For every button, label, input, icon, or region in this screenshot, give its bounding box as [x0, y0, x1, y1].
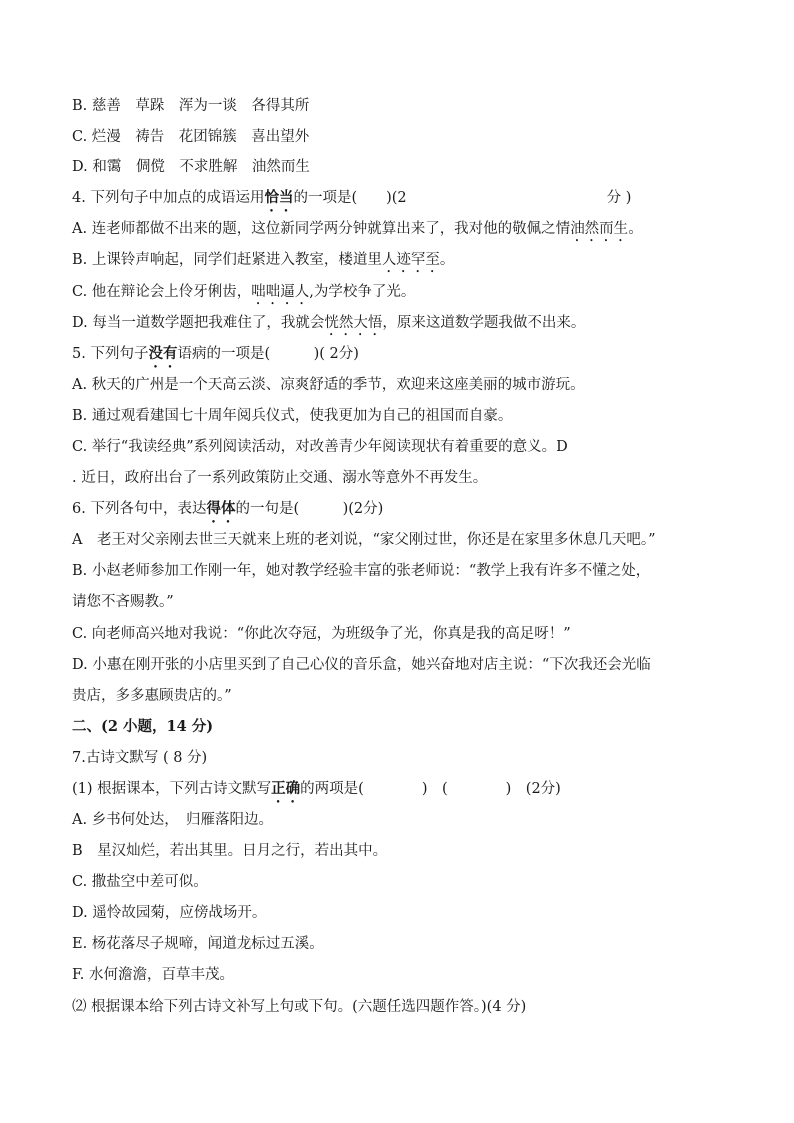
q7-option-b: B 星汉灿烂，若出其里。日月之行，若出其中。 — [72, 843, 388, 859]
q4-option-a: A. 连老师都做不出来的题，这位新同学两分钟就算出来了，我对他的敬佩之情油然而生。 — [72, 221, 643, 237]
q7-option-a: A. 乡书何处达， 归雁落阳边。 — [72, 812, 273, 828]
q7-part1-stem: (1) 根据课本，下列古诗文默写正确的两项是( ) ( ) (2分) — [72, 780, 561, 797]
q7-option-d: D. 遥怜故园菊，应傍战场开。 — [72, 905, 267, 921]
q4-option-b: B. 上课铃声响起，同学们赶紧进入教室，楼道里人迹罕至。 — [72, 252, 455, 268]
q4-option-d: D. 每当一道数学题把我难住了，我就会恍然大悟，原来这道数学题我做不出来。 — [72, 315, 586, 331]
q6-keyword: 得体 — [206, 500, 236, 517]
q7-option-e: E. 杨花落尽子规啼，闻道龙标过五溪。 — [72, 936, 324, 952]
q4-idiom-d: 恍然大悟 — [324, 315, 383, 331]
q4-option-c: C. 他在辩论会上伶牙俐齿，咄咄逼人,为学校争了光。 — [72, 284, 416, 300]
q7-title: 7.古诗文默写 ( 8 分) — [72, 750, 208, 766]
q4-idiom-b: 人迹罕至 — [381, 252, 440, 268]
q5-option-d: . 近日，政府出台了一系列政策防止交通、溺水等意外不再发生。 — [72, 470, 488, 486]
q7-option-f: F. 水何澹澹，百草丰茂。 — [72, 967, 235, 983]
q6-option-b-line1: B. 小赵老师参加工作刚一年，她对教学经验丰富的张老师说：“教学上我有许多不懂之处， — [72, 563, 651, 579]
q4-idiom-a: 油然而生 — [570, 221, 629, 237]
q6-option-b-line2: 请您不吝赐教。” — [72, 594, 174, 610]
q6-option-c: C. 向老师高兴地对我说：“你此次夺冠，为班级争了光，你真是我的高足呀！” — [72, 626, 571, 642]
q7-option-c: C. 撒盐空中差可似。 — [72, 874, 208, 890]
q5-option-b: B. 通过观看建国七十周年阅兵仪式，使我更加为自己的祖国而自豪。 — [72, 408, 513, 424]
q5-option-c: C. 举行“我读经典”系列阅读活动，对改善青少年阅读现状有着重要的意义。D — [72, 439, 568, 455]
q6-option-d-line2: 贵店，多多惠顾贵店的。” — [72, 688, 232, 704]
q4-stem: 4. 下列句子中加点的成语运用恰当的一项是( )(2 分 ) — [72, 189, 632, 206]
q7-keyword: 正确 — [271, 780, 301, 797]
q6-option-d-line1: D. 小惠在刚开张的小店里买到了自己心仪的音乐盒，她兴奋地对店主说：“下次我还会光临 — [72, 657, 651, 673]
q5-option-a: A. 秋天的广州是一个天高云淡、凉爽舒适的季节，欢迎来这座美丽的城市游玩。 — [72, 377, 585, 393]
q6-option-a: A 老王对父亲刚去世三天就来上班的老刘说，“家父刚过世，你还是在家里多休息几天吧。” — [72, 532, 656, 548]
q4-idiom-c: 咄咄逼人 — [251, 284, 310, 300]
q4-keyword: 恰当 — [264, 189, 294, 206]
q3-option-d: D. 和霭 倜傥 不求胜解 油然而生 — [72, 159, 310, 175]
section-two-heading: 二、(2 小题，14 分) — [72, 718, 214, 735]
q5-keyword: 没有 — [148, 345, 178, 362]
q5-stem: 5. 下列句子没有语病的一项是( )( 2分) — [72, 345, 359, 362]
q6-stem: 6. 下列各句中，表达得体的一句是( )(2分) — [72, 500, 384, 517]
q3-option-b: B. 慈善 草跺 浑为一谈 各得其所 — [72, 98, 310, 114]
q7-part2-stem: ⑵ 根据课本给下列古诗文补写上句或下句。(六题任选四题作答。)(4 分) — [72, 999, 527, 1015]
q3-option-c: C. 烂漫 祷告 花团锦簇 喜出望外 — [72, 129, 310, 145]
